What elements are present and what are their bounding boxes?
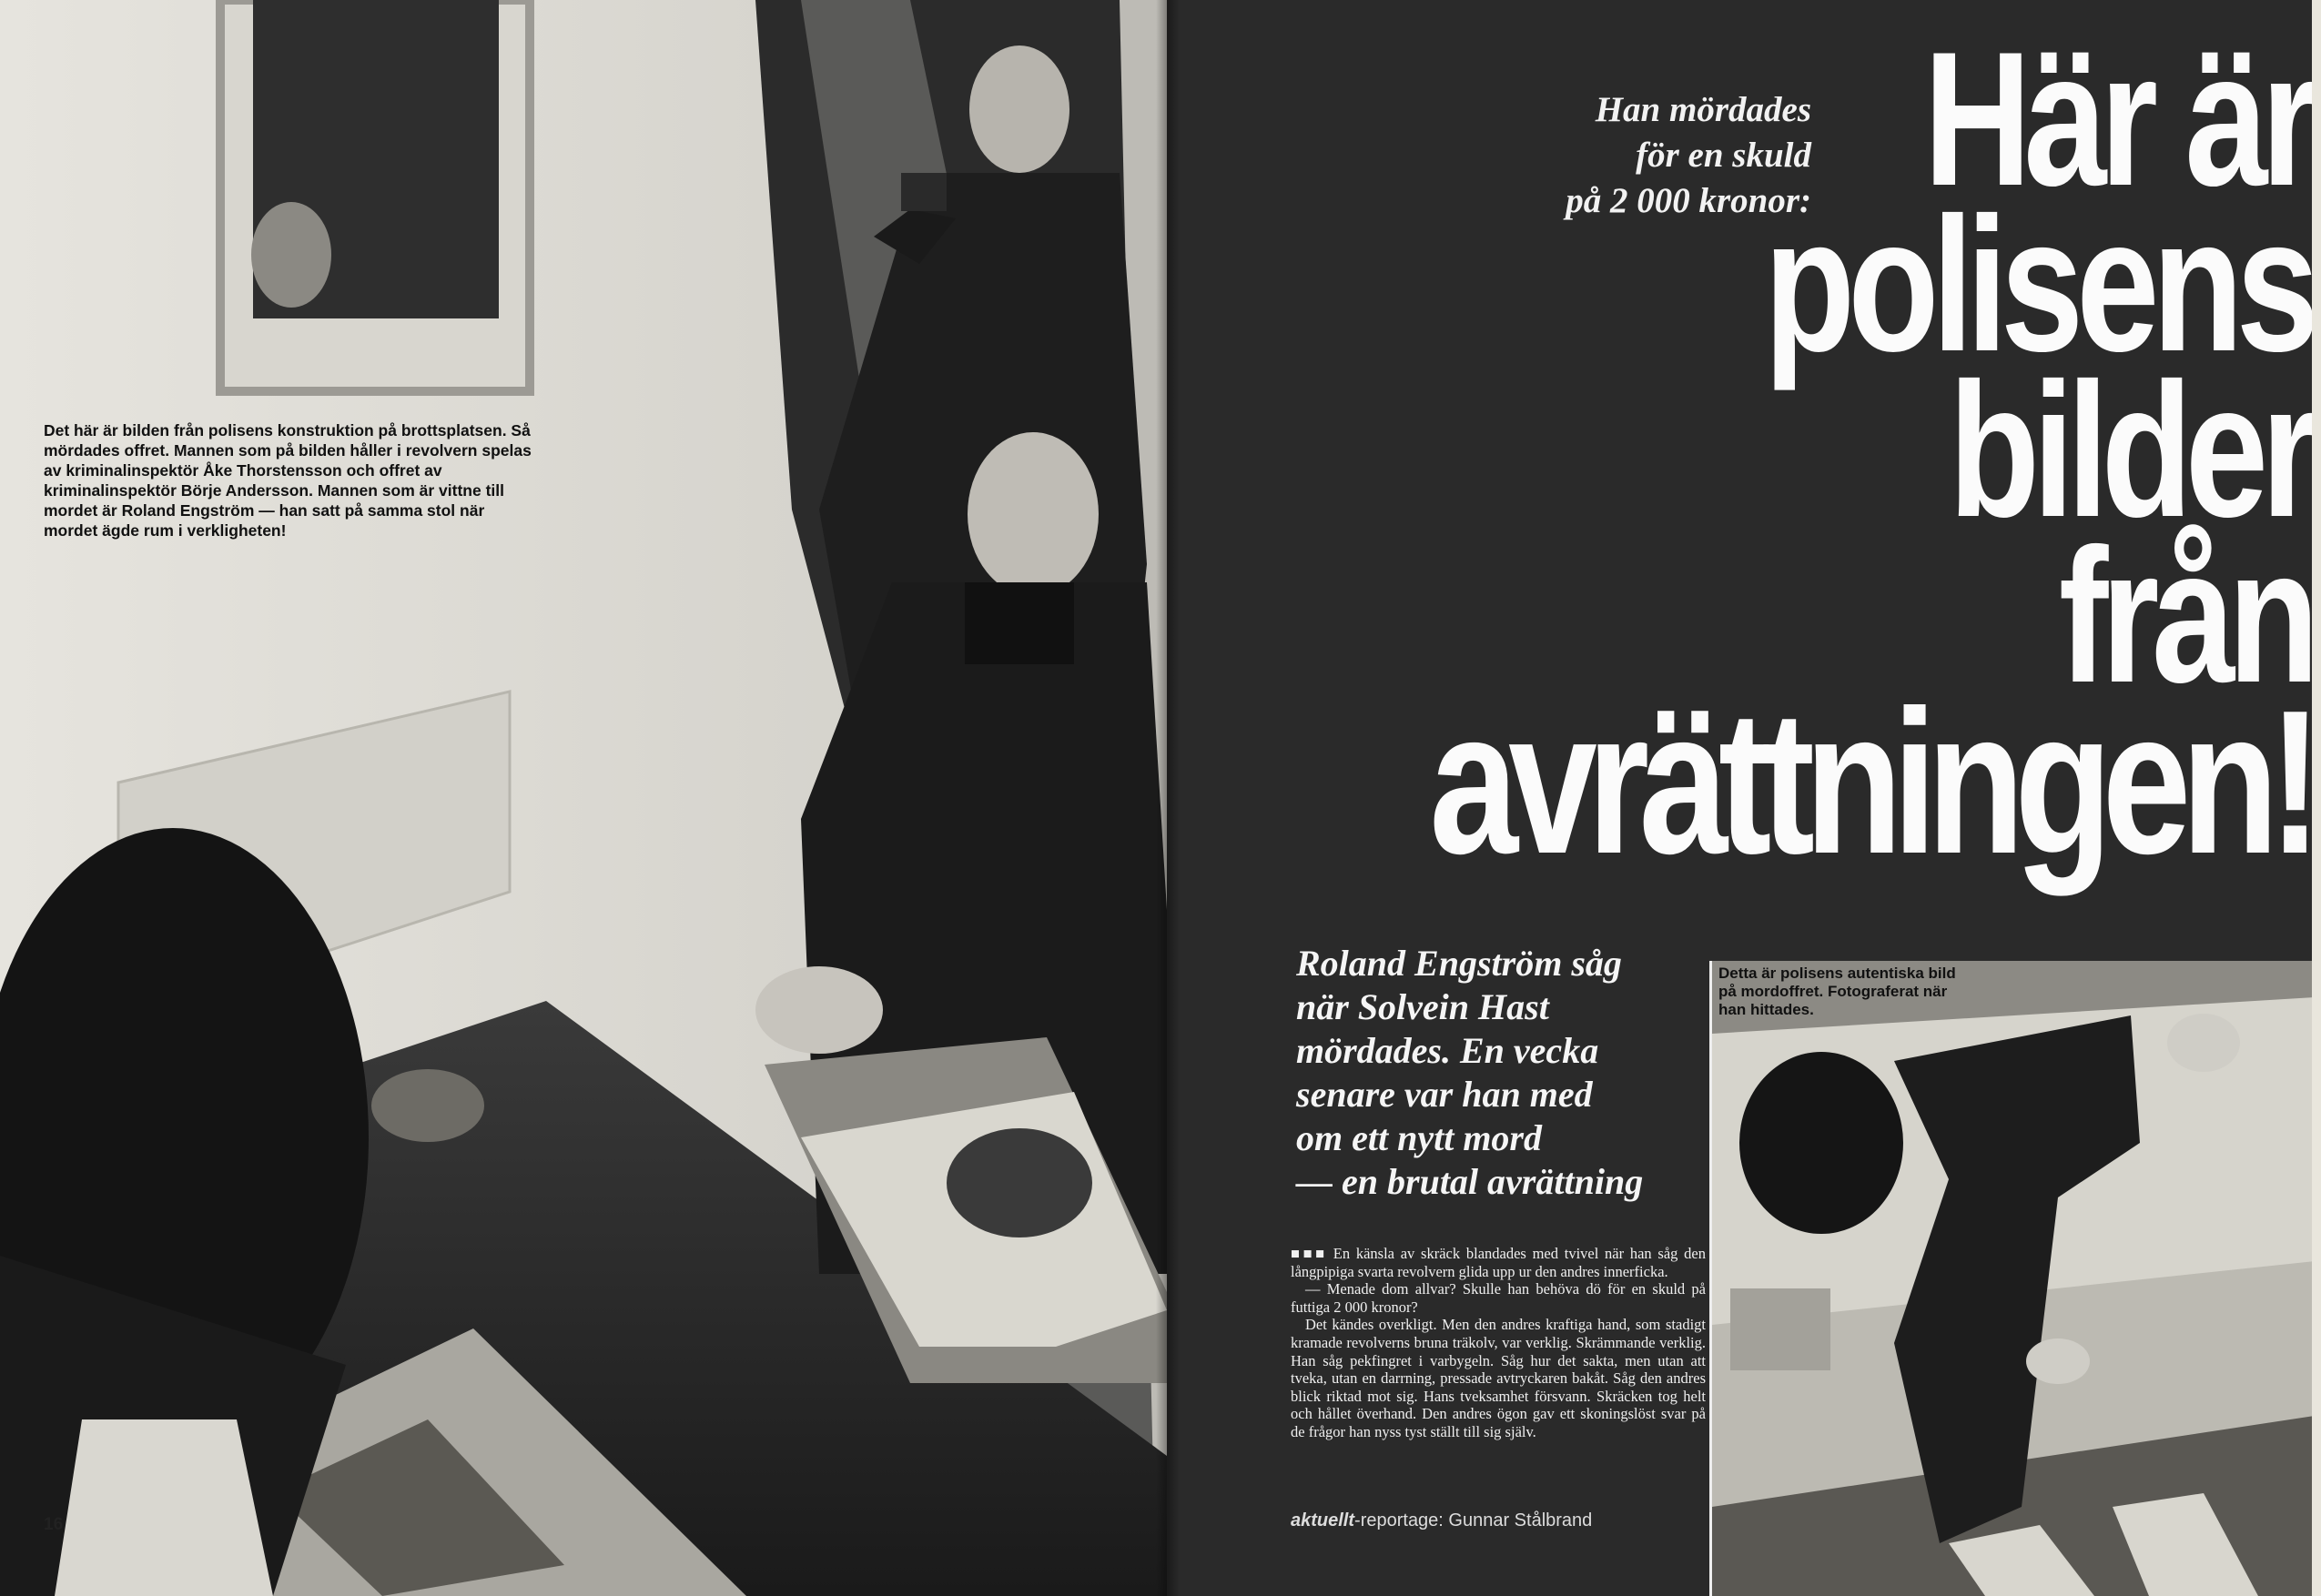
deck-line: senare var han med (1296, 1074, 1593, 1115)
byline (1291, 1510, 1592, 1531)
spine-gutter (1156, 0, 1180, 1596)
page-number: 16 (44, 1515, 64, 1534)
headline-line: från (2058, 509, 2312, 722)
photo-caption-right: Detta är polisens autentiska bild på mordoffret. Fotograferat när han hittades. (1718, 965, 1956, 1018)
byline-author: -reportage: Gunnar Stålbrand (1354, 1510, 1593, 1530)
headline-line: bilder (1948, 343, 2312, 557)
article-body (1291, 1245, 1706, 1441)
kicker-line: på 2 000 kronor: (1566, 181, 1811, 220)
headline-line: polisens (1763, 177, 2312, 391)
deck-line: om ett nytt mord (1296, 1117, 1542, 1158)
photo-caption-left: Det här är bilden från polisens konstruktion på brottsplatsen. Så mördades offret. Mannen som på bilden håller i revolvern spelas av kriminalinspektör Åke Thorstensson och offret av kriminalinspektör Börje Andersson. Mannen som är vittne till mordet är Roland Engström — han satt på samma stol när mordet ägde rum i verkligheten! (44, 421, 532, 540)
victim-photo (1709, 961, 2315, 1596)
kicker-line: Han mördades (1595, 90, 1811, 129)
deck-line: — en brutal avrättning (1296, 1161, 1644, 1202)
page-edge (2312, 0, 2321, 1596)
byline-brand: aktuellt (1291, 1510, 1355, 1530)
deck-line: när Solvein Hast (1296, 986, 1549, 1027)
kicker-line: för en skuld (1636, 136, 1811, 175)
headline (1429, 12, 2312, 896)
deck (1296, 942, 1697, 1204)
deck-line: mördades. En vecka (1296, 1030, 1599, 1071)
body-paragraph: Det kändes overkligt. Men den andres kraftiga hand, som stadigt kramade revolverns bruna träkolv, var verklig. Skrämmande verklig. Han såg pekfingret i varbygeln. Såg hur det sakta, men utan att tveka, utan en darrning, pressade avtryckaren bakåt. Såg den andres blick riktad mot sig. Hans tveksamhet försvann. Skräcken tog helt och hållet överhand. Den andres ögon gav ett skoningslöst svar på de frågor han nyss tyst ställt till sig själv. (1291, 1316, 1706, 1440)
headline-line: avrättningen! (1429, 667, 2312, 896)
headline-line: Här är (1923, 12, 2312, 226)
body-paragraph: — Menade dom allvar? Skulle han behöva dö för en skuld på futtiga 2 000 kronor? (1291, 1280, 1706, 1316)
section-marker: ■■■ (1291, 1245, 1328, 1262)
body-paragraph: ■■■ En känsla av skräck blandades med tvivel när han såg den långpipiga svarta revolvern glida upp ur den andres innerficka. (1291, 1245, 1706, 1280)
deck-line: Roland Engström såg (1296, 943, 1622, 984)
